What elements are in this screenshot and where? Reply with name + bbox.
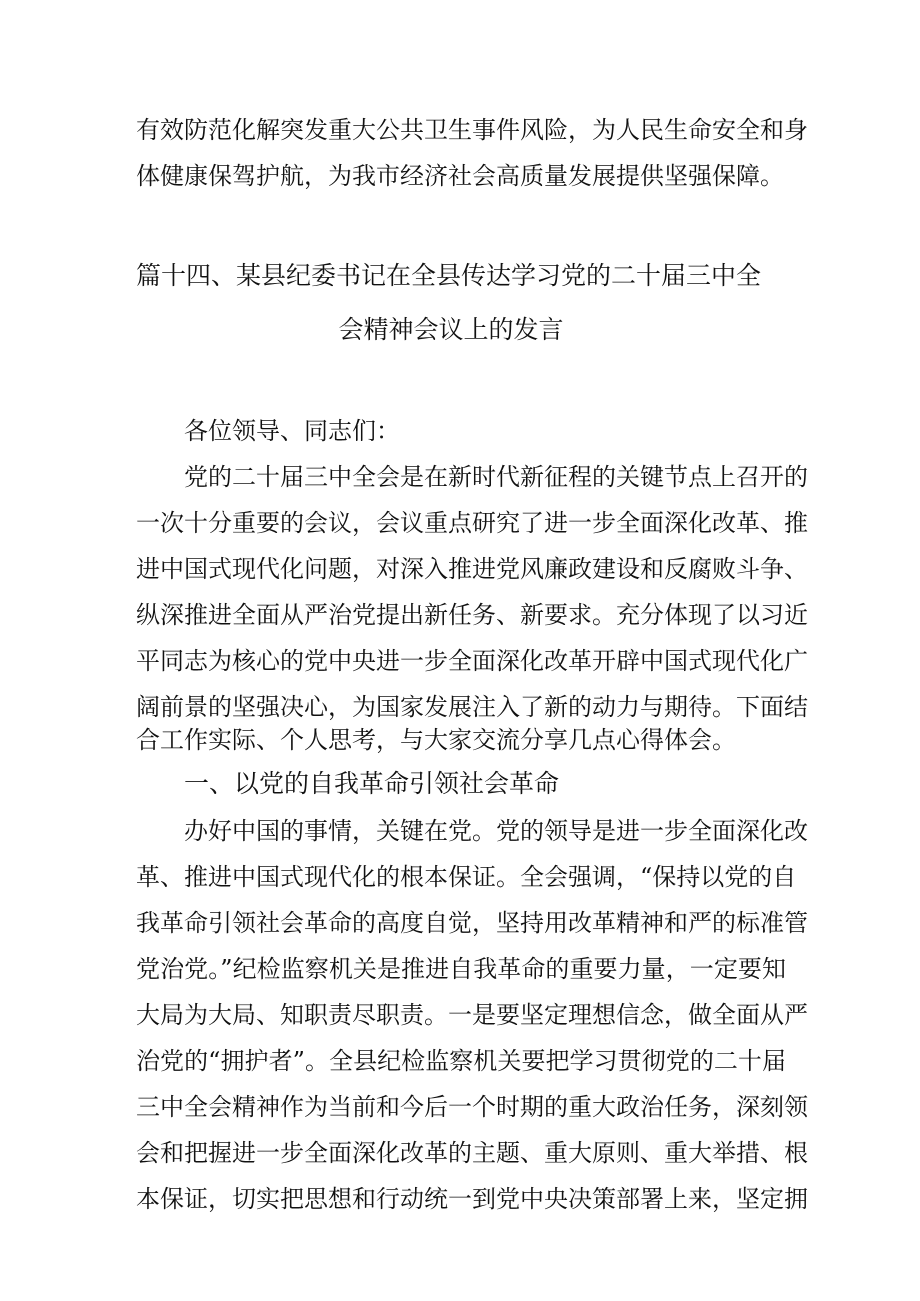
section-1-line-3: 我革命引领社会革命的高度自觉，坚持用改革精神和严的标准管 — [136, 909, 808, 937]
paragraph-1-line-6: 阔前景的坚强决心，为国家发展注入了新的动力与期待。下面结 — [136, 693, 808, 721]
paragraph-1-line-2: 一次十分重要的会议，会议重点研究了进一步全面深化改革、推 — [136, 509, 808, 537]
section-1-line-7: 三中全会精神作为当前和今后一个时期的重大政治任务，深刻领 — [136, 1093, 808, 1121]
paragraph-1-line-7: 合工作实际、个人思考，与大家交流分享几点心得体会。 — [136, 726, 736, 754]
salutation: 各位领导、同志们： — [184, 417, 400, 445]
article-title-line-1: 篇十四、某县纪委书记在全县传达学习党的二十届三中全 — [136, 261, 762, 290]
paragraph-1-line-4: 纵深推进全面从严治党提出新任务、新要求。充分体现了以习近 — [136, 601, 808, 629]
paragraph-1-line-5: 平同志为核心的党中央进一步全面深化改革开辟中国式现代化广 — [136, 647, 808, 675]
section-1-line-4: 党治党。”纪检监察机关是推进自我革命的重要力量，一定要知 — [136, 955, 786, 983]
section-1-line-2: 革、推进中国式现代化的根本保证。全会强调，“保持以党的自 — [136, 863, 797, 891]
section-1-heading: 一、以党的自我革命引领社会革命 — [184, 769, 560, 798]
paragraph-1-line-1: 党的二十届三中全会是在新时代新征程的关键节点上召开的 — [184, 463, 808, 491]
section-1-line-8: 会和把握进一步全面深化改革的主题、重大原则、重大举措、根 — [136, 1139, 808, 1167]
section-1-line-5: 大局为大局、知职责尽职责。一是要坚定理想信念，做全面从严 — [136, 1001, 808, 1029]
article-title-line-2: 会精神会议上的发言 — [338, 315, 564, 344]
section-1-line-1: 办好中国的事情，关键在党。党的领导是进一步全面深化改 — [184, 817, 808, 845]
section-1-line-9: 本保证，切实把思想和行动统一到党中央决策部署上来，坚定拥 — [136, 1185, 808, 1213]
section-1-line-6: 治党的“拥护者”。全县纪检监察机关要把学习贯彻党的二十届 — [136, 1047, 786, 1075]
intro-line-2: 体健康保驾护航，为我市经济社会高质量发展提供坚强保障。 — [136, 162, 784, 190]
intro-line-1: 有效防范化解突发重大公共卫生事件风险，为人民生命安全和身 — [136, 116, 808, 144]
paragraph-1-line-3: 进中国式现代化问题，对深入推进党风廉政建设和反腐败斗争、 — [136, 555, 808, 583]
